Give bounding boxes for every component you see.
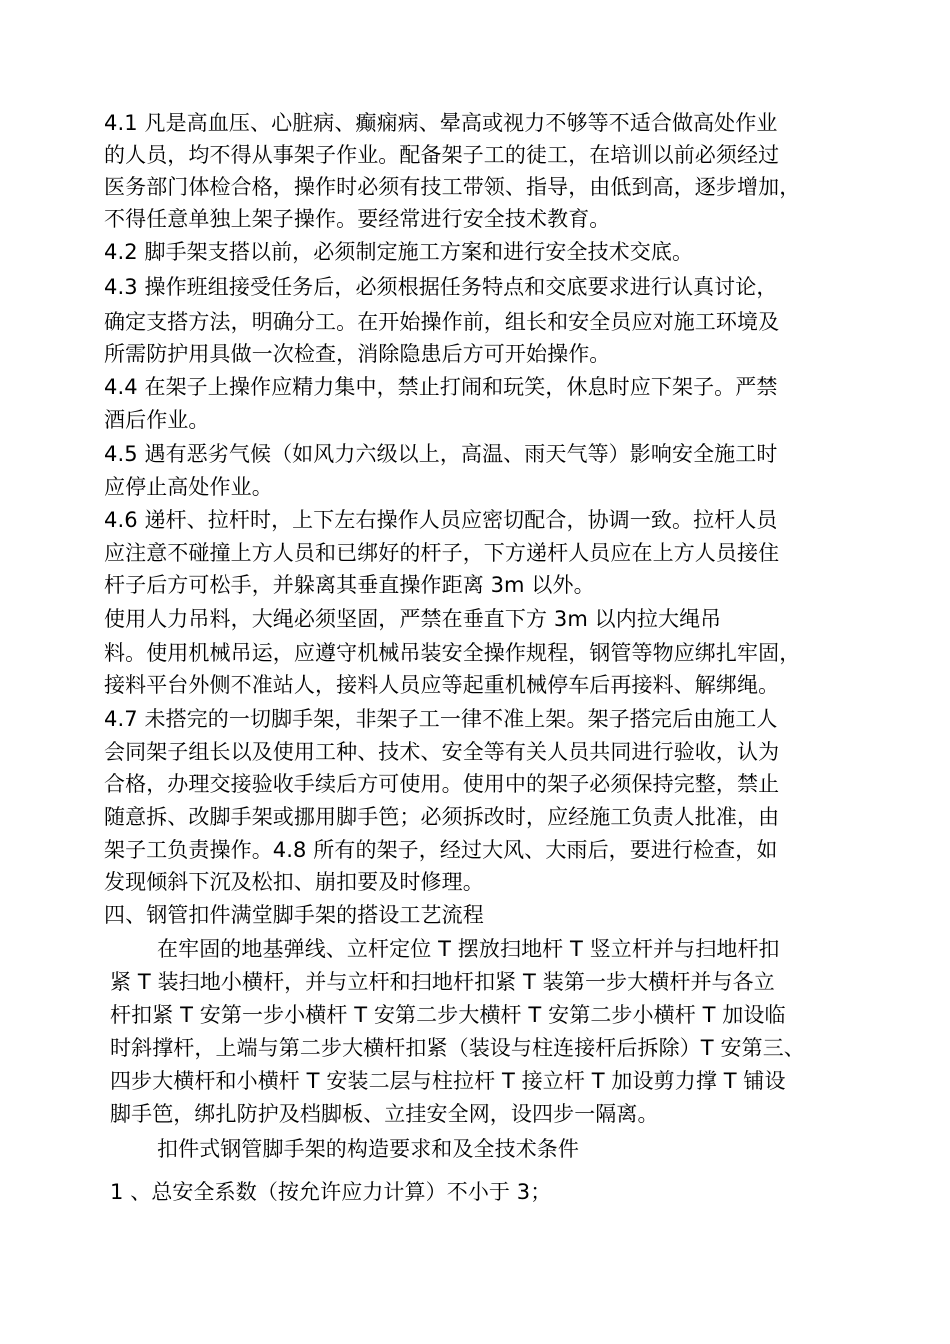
text-line: 随意拆、改脚手架或挪用脚手笆；必须拆改时，应经施工负责人批准，由: [104, 805, 780, 829]
text-line: 4.4 在架子上操作应精力集中，禁止打闹和玩笑，休息时应下架子。严禁: [104, 375, 778, 399]
text-line: 不得任意单独上架子操作。要经常进行安全技术教育。: [104, 207, 611, 231]
text-line: 4.5 遇有恶劣气候（如风力六级以上，高温、雨天气等）影响安全施工时: [104, 442, 778, 466]
text-line: 确定支搭方法，明确分工。在开始操作前，组长和安全员应对施工环境及: [104, 310, 780, 334]
text-line: 架子工负责操作。4.8 所有的架子，经过大风、大雨后，要进行检查，如: [104, 838, 778, 862]
text-line: 发现倾斜下沉及松扣、崩扣要及时修理。: [104, 870, 484, 894]
text-line: 会同架子组长以及使用工种、技术、安全等有关人员共同进行验收，认为: [104, 740, 780, 764]
text-line: 时斜撑杆，上端与第二步大横杆扣紧（装设与柱连接杆后拆除）T 安第三、: [110, 1036, 805, 1060]
text-line: 4.7 未搭完的一切脚手架，非架子工一律不准上架。架子搭完后由施工人: [104, 707, 778, 731]
text-line: 医务部门体检合格，操作时必须有技工带领、指导，由低到高，逐步增加，: [104, 175, 801, 199]
text-line: 脚手笆，绑扎防护及档脚板、立挂安全网，设四步一隔离。: [110, 1102, 659, 1126]
text-line: 杆扣紧 T 安第一步小横杆 T 安第二步大横杆 T 安第二步小横杆 T 加设临: [110, 1003, 786, 1027]
text-line: 4.1 凡是高血压、心脏病、癫痫病、晕高或视力不够等不适合做高处作业: [104, 111, 778, 135]
text-line: 酒后作业。: [104, 408, 210, 432]
text-line: 四步大横杆和小横杆 T 安装二层与柱拉杆 T 接立杆 T 加设剪力撑 T 铺设: [110, 1069, 786, 1093]
subheading: 扣件式钢管脚手架的构造要求和及全技术条件: [157, 1137, 579, 1161]
text-line: 所需防护用具做一次检查，消除隐患后方可开始操作。: [104, 342, 611, 366]
text-line: 4.2 脚手架支搭以前，必须制定施工方案和进行安全技术交底。: [104, 240, 694, 264]
text-line: 接料平台外侧不准站人，接料人员应等起重机械停车后再接料、解绑绳。: [104, 673, 780, 697]
section-heading: 四、钢管扣件满堂脚手架的搭设工艺流程: [104, 903, 484, 927]
text-line: 在牢固的地基弹线、立杆定位 T 摆放扫地杆 T 竖立杆并与扫地杆扣: [157, 937, 780, 961]
text-line: 的人员，均不得从事架子作业。配备架子工的徒工，在培训以前必须经过: [104, 143, 780, 167]
list-item: 1 、总安全系数（按允许应力计算）不小于 3；: [110, 1180, 552, 1204]
text-line: 合格，办理交接验收手续后方可使用。使用中的架子必须保持完整，禁止: [104, 772, 780, 796]
text-line: 应停止高处作业。: [104, 475, 273, 499]
text-line: 4.3 操作班组接受任务后，必须根据任务特点和交底要求进行认真讨论，: [104, 275, 778, 299]
text-line: 杆子后方可松手，并躲离其垂直操作距离 3m 以外。: [104, 573, 595, 597]
text-line: 4.6 递杆、拉杆时，上下左右操作人员应密切配合，协调一致。拉杆人员: [104, 508, 778, 532]
text-line: 使用人力吊料，大绳必须坚固，严禁在垂直下方 3m 以内拉大绳吊: [104, 607, 722, 631]
text-line: 料。使用机械吊运，应遵守机械吊装安全操作规程，钢管等物应绑扎牢固，: [104, 641, 801, 665]
text-line: 应注意不碰撞上方人员和已绑好的杆子，下方递杆人员应在上方人员接住: [104, 541, 780, 565]
text-line: 紧 T 装扫地小横杆，并与立杆和扫地杆扣紧 T 装第一步大横杆并与各立: [110, 970, 775, 994]
